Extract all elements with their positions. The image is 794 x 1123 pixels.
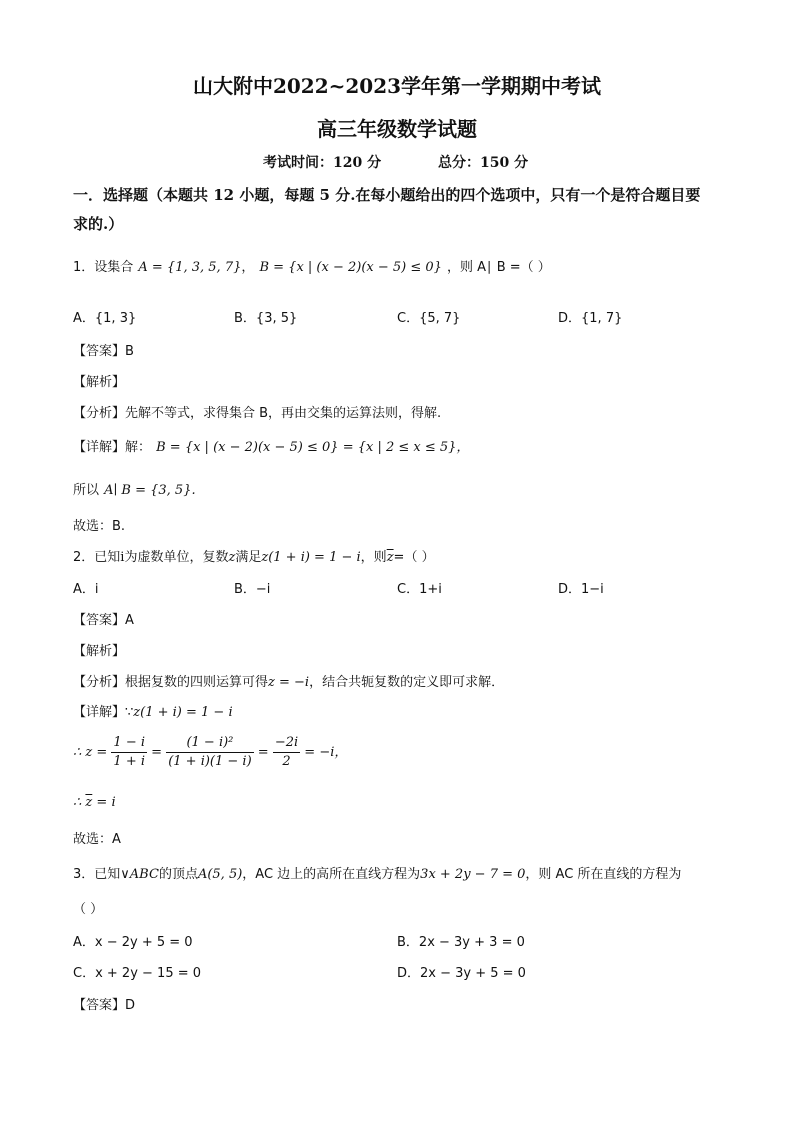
section-heading-line2: 求的.） [73,215,124,233]
q2-fraction-2 [166,734,253,771]
q1-set-b: B = {x | (x − 2)(x − 5) ≤ 0} [259,260,442,275]
q1-number: 1． [73,260,95,275]
q3-stem-c: ，AC 边上的高所在直线方程为 [242,867,421,882]
q1-option-b: B．{3, 5} [234,311,298,326]
q1-so-math: A∣ B = {3, 5}. [104,483,196,498]
exam-title: 山大附中2022~2023学年第一学期期中考试 [192,74,602,98]
q1-result [73,479,196,498]
section-heading-line1: 一．选择题（本题共 12 小题，每题 5 分.在每小题给出的四个选项中，只有一个是符合题目要 [73,186,701,204]
q3-option-c: C．x + 2y − 15 = 0 [73,966,202,981]
q2-calculation: ∴ z = $\frac{1 - i}{1 + i}$ = $\frac{\text{(1 − i)²}}{(1 + i)(1 - i)}$ = $\frac{-2i}{2}$ = −i， [73,735,348,769]
q2-analysis-tag: 【解析】 [73,644,126,659]
q2-stem-e: =（ ） [393,550,435,565]
q1-fenxi: 【分析】先解不等式，求得集合 B，再由交集的运算法则，得解. [73,406,442,421]
q2-fraction-1 [111,734,147,771]
q2-stem-d: ，则 [360,550,387,565]
exam-time: 考试时间：120 分 [263,155,382,171]
q1-so: 所以 [73,483,100,498]
q2-f2-num: (1 − i)² [166,734,253,753]
q3-option-a: A．x − 2y + 5 = 0 [73,935,193,950]
question-1-stem [73,256,551,275]
q2-f3-den: 2 [282,754,291,769]
q2-option-c: C．1+i [397,582,442,597]
q1-answer: 【答案】B [73,344,134,359]
q1-tail: ，则 A∣ B =（ ） [447,260,551,275]
q3-stem-a: 3．已知 [73,867,121,882]
q2-calc-tail: = −i， [304,745,348,760]
q2-f1-den: 1 + i [113,754,146,769]
q1-sep: ， [241,260,255,275]
q2-choose: 故选：A [73,832,121,847]
q2-calc-lead: ∴ z = [73,745,108,760]
q2-stem-eq: z(1 + i) = 1 − i [261,550,361,565]
question-2-stem [73,546,435,565]
q3-option-b: B．2x − 3y + 3 = 0 [397,935,525,950]
q3-option-d: D．2x − 3y + 5 = 0 [397,966,526,981]
q2-stem-a: 2．已知 [73,550,121,565]
q2-option-b: B．−i [234,582,271,597]
q2-conclusion-pre: ∴ [73,795,82,810]
q1-option-d: D．{1, 7} [558,311,623,326]
q2-detail-tag: 【详解】∵ [73,705,134,720]
q3-stem-b: 的顶点 [158,867,198,882]
q2-fenxi [73,671,504,690]
q3-stem-d: ，则 AC 所在直线的方程为 [525,867,682,882]
q2-stem-zbar: $\overline{z}$ [386,550,394,565]
q1-choose: 故选：B. [73,519,126,534]
q2-option-d: D．1−i [558,582,604,597]
q3-stem-tri: ∨ABC [120,867,159,882]
q2-fraction-3 [273,734,300,771]
exam-total-score: 总分：150 分 [438,155,529,171]
q1-set-a: A = {1, 3, 5, 7} [138,260,242,275]
q2-f3-num: −2i [273,734,300,753]
exam-subtitle: 高三年级数学试题 [317,117,477,141]
q1-option-a: A．{1, 3} [73,311,137,326]
question-3-stem [73,863,681,882]
q3-stem-pt: A(5, 5) [197,867,243,882]
q2-answer: 【答案】A [73,613,134,628]
q1-detail-math: B = {x | (x − 2)(x − 5) ≤ 0} = {x | 2 ≤ x ≤ 5}， [156,440,470,455]
q2-stem-b: 为虚数单位，复数 [124,550,229,565]
q2-f2-den: (1 + i)(1 − i) [168,754,252,769]
q3-answer: 【答案】D [73,998,136,1013]
q2-fenxi-eq: z = −i [268,675,310,690]
q3-stem-paren: （ ） [73,902,104,917]
q1-option-c: C．{5, 7} [397,311,461,326]
q1-detail [73,436,469,455]
q2-conclusion [73,795,116,810]
q2-conclusion-post: = i [96,795,116,810]
q2-stem-i: i [120,550,125,565]
q1-analysis-tag: 【解析】 [73,375,126,390]
q2-stem-c: 满足 [235,550,262,565]
q2-fenxi-b: ，结合共轭复数的定义即可求解． [309,675,505,690]
q3-stem-eq: 3x + 2y − 7 = 0 [420,867,526,882]
q2-detail [73,701,233,720]
q2-fenxi-a: 【分析】根据复数的四则运算可得 [73,675,269,690]
q1-lead: 设集合 [94,260,134,275]
q2-conclusion-z: $\overline{z}$ [85,795,93,810]
q1-detail-tag: 【详解】解： [73,440,152,455]
q2-option-a: A．i [73,582,99,597]
q2-detail-eq: z(1 + i) = 1 − i [133,705,233,720]
q2-f1-num: 1 − i [111,734,147,753]
q2-stem-z: z [228,550,236,565]
